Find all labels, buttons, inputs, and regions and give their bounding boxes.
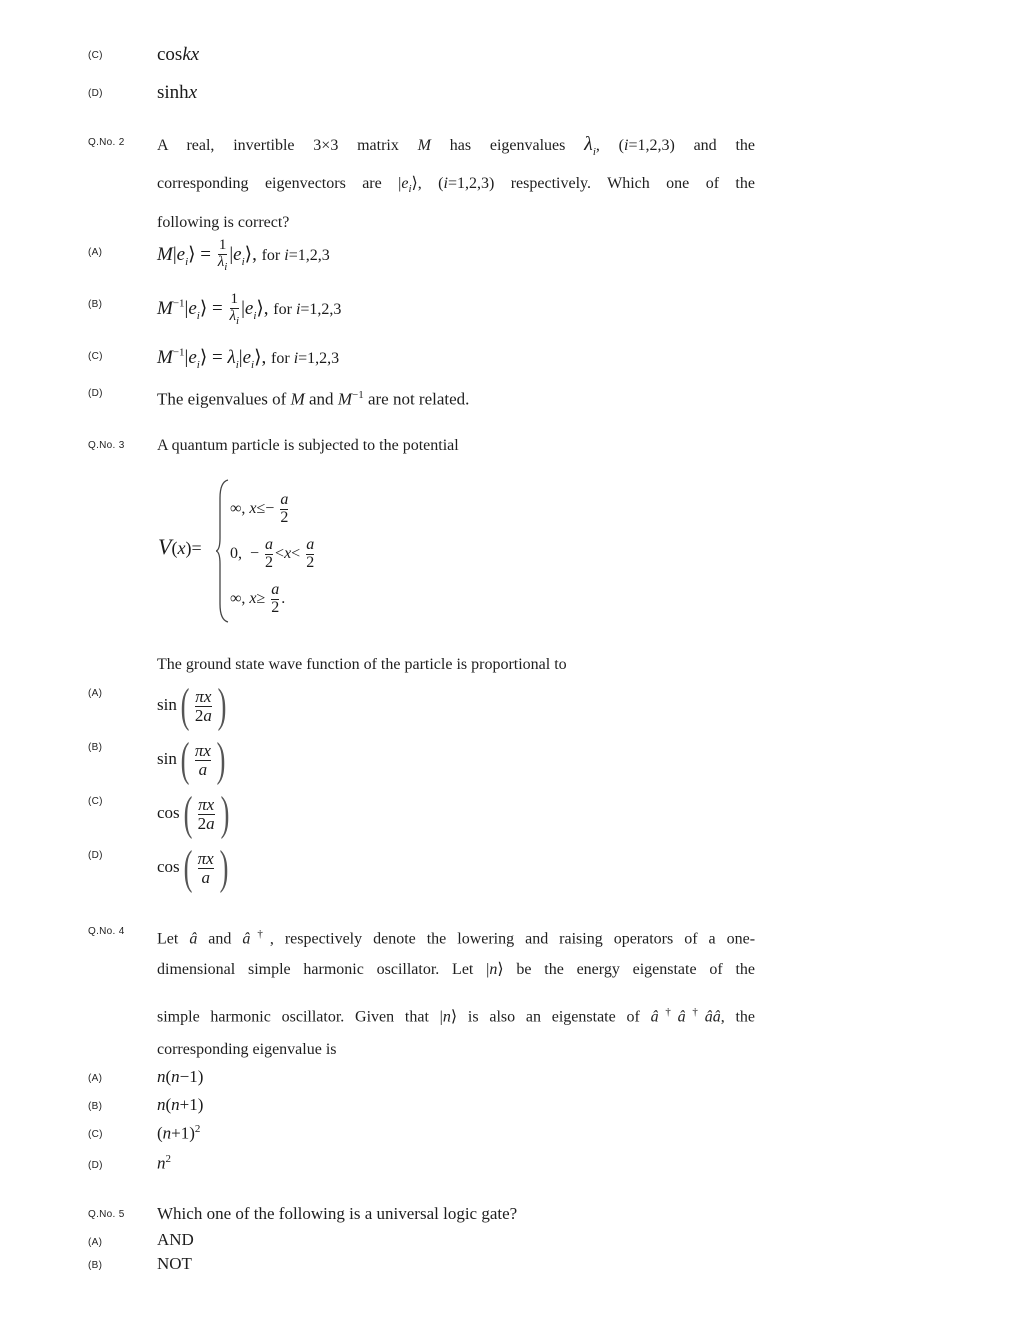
option-b-expression: n(n+1): [157, 1095, 204, 1114]
option-label-b: (B): [88, 299, 103, 310]
option-a-expression: n(n−1): [157, 1067, 204, 1086]
option-d-text: The eigenvalues of M and $M^{-1}$ are not related.: [157, 389, 470, 409]
option-c-expression: cos( $\frac{\pi x}{2a}$ ): [157, 787, 230, 840]
option-b-expression: sin( $\frac{\pi x}{a}$ ): [157, 733, 226, 786]
question-3-line-1: A quantum particle is subjected to the potential: [157, 437, 459, 454]
option-label-c: (C): [88, 796, 103, 807]
question-label: Q.No. 4: [88, 926, 125, 937]
option-label-b: (B): [88, 742, 103, 753]
question-4-line-3: simple harmonic oscillator. Given that |n⟩ is also an eigenstate of â†â†ââ, the: [157, 1006, 756, 1026]
option-label-d: (D): [88, 1160, 103, 1171]
question-5-line-1: Which one of the following is a universal logic gate?: [157, 1204, 518, 1223]
potential-case-2: 0, − $\frac{a}{2}$ <x< $\frac{a}{2}$: [230, 536, 315, 571]
option-label-a: (A): [88, 1237, 103, 1248]
option-d-expression: sinhx: [157, 82, 198, 103]
option-b-expression: $M^{-1}|e_i⟩$ = $\frac{1}{\lambda_i}$ $|e_i⟩$, for i=1,2,3: [157, 291, 342, 327]
option-a-expression: sin( $\frac{\pi x}{2a}$ ): [157, 679, 227, 732]
option-a-text: AND: [157, 1230, 194, 1249]
option-label-a: (A): [88, 247, 103, 258]
question-2-line-1: A real, invertible 3×3 matrix M has eigenvalues $\lambda_i$, (i=1,2,3) and the: [157, 133, 756, 158]
option-label-b: (B): [88, 1260, 103, 1271]
option-c-expression: $(n+1)^2$: [157, 1123, 201, 1143]
option-label-c: (C): [88, 351, 103, 362]
question-label: Q.No. 5: [88, 1209, 125, 1220]
question-4-line-1: Let â and â†, respectively denote the lowering and raising operators of a one-: [157, 928, 756, 948]
option-label-d: (D): [88, 850, 103, 861]
potential-case-3: ∞, x≥ $\frac{a}{2}$ .: [230, 581, 286, 616]
question-label: Q.No. 2: [88, 137, 125, 148]
option-label-a: (A): [88, 1073, 103, 1084]
question-4-line-4: corresponding eigenvalue is: [157, 1041, 337, 1058]
option-label-d: (D): [88, 88, 103, 99]
option-b-text: NOT: [157, 1254, 192, 1273]
option-c-expression: coskx: [157, 44, 200, 65]
option-label-b: (B): [88, 1101, 103, 1112]
option-d-expression: cos( $\frac{\pi x}{a}$ ): [157, 841, 229, 894]
option-label-d: (D): [88, 388, 103, 399]
question-3-line-2: The ground state wave function of the particle is proportional to: [157, 656, 567, 673]
question-label: Q.No. 3: [88, 440, 125, 451]
potential-lhs: V(x)=: [158, 534, 202, 559]
question-2-line-2: corresponding eigenvectors are $|e_i⟩$, (i=1,2,3) respectively. Which one of the: [157, 175, 755, 196]
question-2-line-3: following is correct?: [157, 214, 290, 231]
option-a-expression: $M|e_i⟩$ = $\frac{1}{\lambda_i}$ $|e_i⟩$, for i=1,2,3: [157, 237, 330, 273]
option-label-c: (C): [88, 1129, 103, 1140]
left-brace: [216, 478, 230, 624]
question-4-line-2: dimensional simple harmonic oscillator. Let |n⟩ be the energy eigenstate of the: [157, 961, 755, 978]
option-label-a: (A): [88, 688, 103, 699]
potential-case-1: ∞, x≤− $\frac{a}{2}$: [230, 491, 289, 526]
option-d-expression: $n^2$: [157, 1153, 171, 1173]
option-label-c: (C): [88, 50, 103, 61]
option-c-expression: $M^{-1}|e_i⟩$ = $\lambda_i|e_i⟩$, for i=1,2,3: [157, 346, 340, 371]
